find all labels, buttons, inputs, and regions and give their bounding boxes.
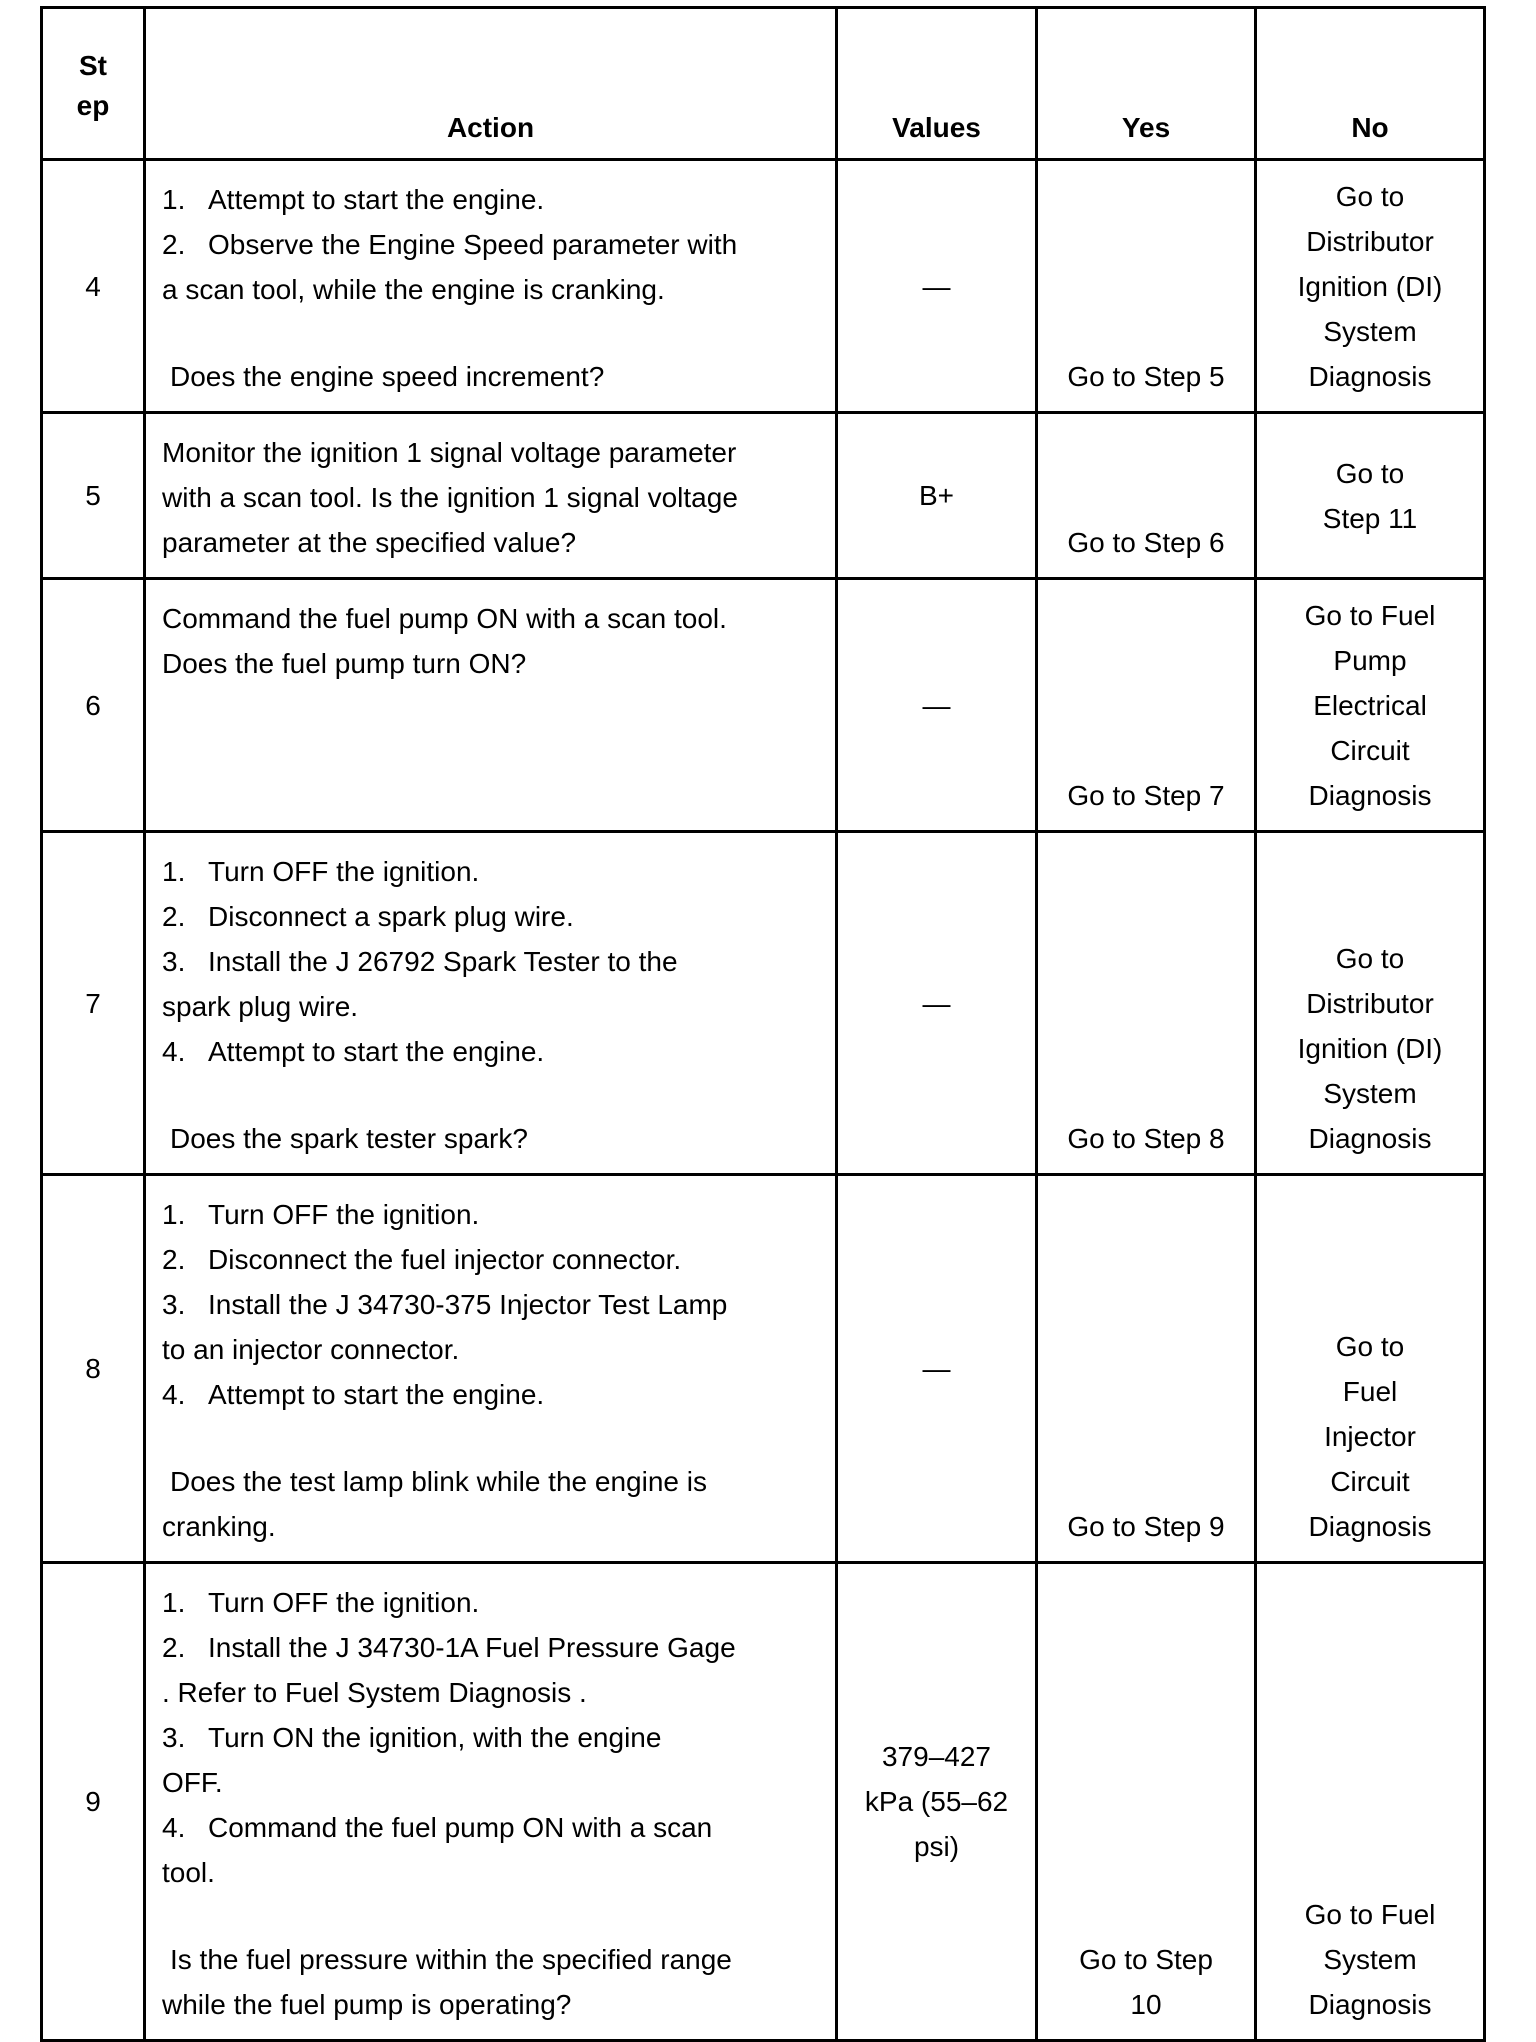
action-item: 3. Install the J 26792 Spark Tester to the: [162, 946, 678, 977]
action-item: 2. Observe the Engine Speed parameter with: [162, 229, 738, 260]
step-number: 6: [42, 579, 145, 832]
action-question-continuation: cranking.: [162, 1511, 276, 1542]
action-item-continuation: OFF.: [162, 1767, 223, 1798]
action-item: 3. Install the J 34730-375 Injector Test Lamp: [162, 1289, 728, 1320]
header-row: [42, 8, 1485, 160]
action-cell: [145, 1563, 837, 2041]
no-cell: Go to Fuel Injector Circuit Diagnosis: [1256, 1175, 1485, 1563]
action-item-continuation: tool.: [162, 1857, 215, 1888]
step-number: 8: [42, 1175, 145, 1563]
yes-cell: Go to Step 5: [1037, 160, 1256, 413]
yes-header: Yes: [1037, 8, 1256, 160]
yes-cell: Go to Step 7: [1037, 579, 1256, 832]
action-item: 2. Disconnect a spark plug wire.: [162, 901, 574, 932]
no-cell: Go to Fuel Pump Electrical Circuit Diagnosis: [1256, 579, 1485, 832]
action-cell: [145, 1175, 837, 1563]
table-row-step-8: [42, 1175, 1485, 1563]
table-row-step-5: [42, 413, 1485, 579]
diagnostic-table: [40, 6, 1486, 2042]
step-header-line1: St: [79, 49, 107, 81]
action-item: 4. Command the fuel pump ON with a scan: [162, 1812, 713, 1843]
action-question: Does the test lamp blink while the engine is: [170, 1466, 707, 1497]
no-cell: Go to Distributor Ignition (DI) System Diagnosis: [1256, 160, 1485, 413]
action-item: 1. Turn OFF the ignition.: [162, 856, 480, 887]
table-row-step-6: [42, 579, 1485, 832]
values-cell: B+: [837, 413, 1037, 579]
action-item: 1. Turn OFF the ignition.: [162, 1199, 480, 1230]
action-item: 4. Attempt to start the engine.: [162, 1036, 545, 1067]
step-number: 4: [42, 160, 145, 413]
step-header: [42, 8, 145, 160]
action-item: 1. Turn OFF the ignition.: [162, 1587, 480, 1618]
step-number: 5: [42, 413, 145, 579]
step-number: 7: [42, 832, 145, 1175]
action-cell: [145, 579, 837, 832]
yes-cell: Go to Step 6: [1037, 413, 1256, 579]
step-header-line2: ep: [76, 89, 110, 121]
action-question: Does the engine speed increment?: [170, 361, 605, 392]
yes-cell: Go to Step 9: [1037, 1175, 1256, 1563]
no-header: No: [1256, 8, 1485, 160]
values-cell: —: [837, 832, 1037, 1175]
action-item: 2. Install the J 34730-1A Fuel Pressure Gage: [162, 1632, 736, 1663]
action-question: Is the fuel pressure within the specified range: [170, 1944, 732, 1975]
table-row-step-4: [42, 160, 1485, 413]
action-question: Does the spark tester spark?: [170, 1123, 528, 1154]
action-text: Command the fuel pump ON with a scan tool. Does the fuel pump turn ON?: [162, 603, 727, 679]
action-item-continuation: a scan tool, while the engine is cranking.: [162, 274, 665, 305]
values-cell: —: [837, 1175, 1037, 1563]
no-cell: Go to Step 11: [1256, 413, 1485, 579]
table-row-step-7: [42, 832, 1485, 1175]
values-cell: —: [837, 160, 1037, 413]
action-cell: [145, 413, 837, 579]
no-cell: Go to Fuel System Diagnosis: [1256, 1563, 1485, 2041]
action-item: 1. Attempt to start the engine.: [162, 184, 545, 215]
values-cell: 379–427 kPa (55–62 psi): [837, 1563, 1037, 2041]
yes-cell: Go to Step 8: [1037, 832, 1256, 1175]
action-item: 4. Attempt to start the engine.: [162, 1379, 545, 1410]
action-question-continuation: while the fuel pump is operating?: [162, 1989, 572, 2020]
step-number: 9: [42, 1563, 145, 2041]
values-cell: —: [837, 579, 1037, 832]
action-item-continuation: . Refer to Fuel System Diagnosis .: [162, 1677, 587, 1708]
no-cell: Go to Distributor Ignition (DI) System Diagnosis: [1256, 832, 1485, 1175]
table-row-step-9: [42, 1563, 1485, 2041]
action-cell: [145, 160, 837, 413]
action-item: 2. Disconnect the fuel injector connector.: [162, 1244, 682, 1275]
action-text: Monitor the ignition 1 signal voltage parameter with a scan tool. Is the ignition 1 signal voltage parameter at the specified value?: [162, 437, 738, 558]
action-item: 3. Turn ON the ignition, with the engine: [162, 1722, 662, 1753]
values-header: Values: [837, 8, 1037, 160]
action-cell: [145, 832, 837, 1175]
action-item-continuation: spark plug wire.: [162, 991, 359, 1022]
action-item-continuation: to an injector connector.: [162, 1334, 460, 1365]
action-header: Action: [145, 8, 837, 160]
yes-cell: Go to Step 10: [1037, 1563, 1256, 2041]
